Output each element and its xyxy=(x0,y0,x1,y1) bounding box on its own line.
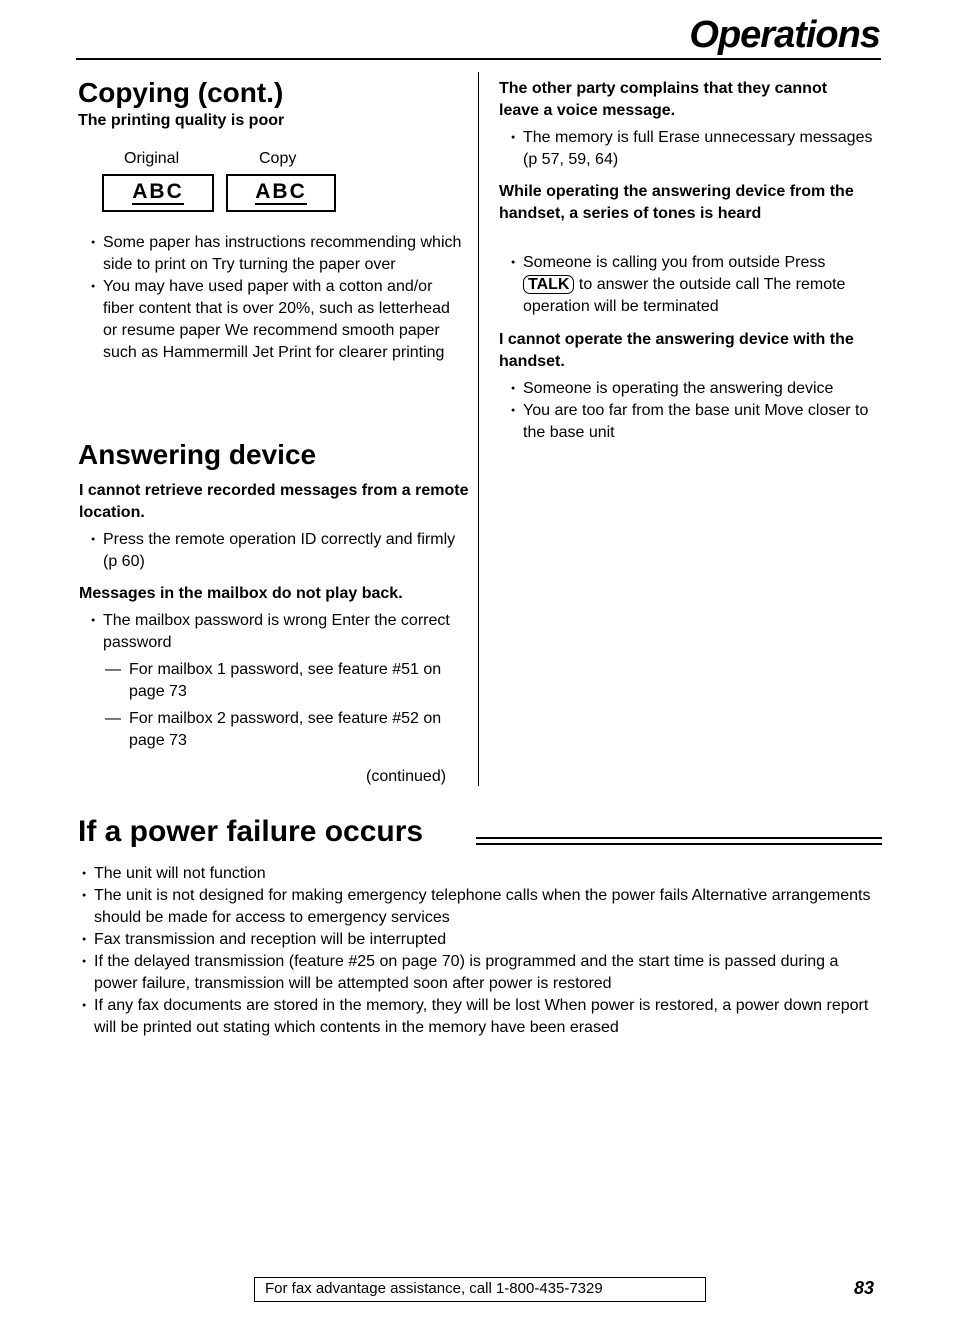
right-q2-bullets xyxy=(499,252,879,318)
list-item: ● You may have used paper with a cotton and/or fiber content that is over 20%, such as letterhead or resume paper We recommend smooth paper such as Hammermill Jet Print for clearer printing xyxy=(79,276,464,364)
talk-key-icon: TALK xyxy=(523,275,574,294)
sample-original-text: ABC xyxy=(132,180,184,203)
answering-q2-subitems xyxy=(79,659,464,752)
sample-copy-box xyxy=(226,174,336,212)
label-original: Original xyxy=(124,150,180,167)
list-item: ● The unit is not designed for making emergency telephone calls when the power fails Alternative arrangements should be made for access to emergency services xyxy=(79,885,879,929)
right-q1: The other party complains that they cannot leave a voice message. xyxy=(499,80,828,119)
list-item: ● Press the remote operation ID correctly and firmly (p 60) xyxy=(79,529,464,573)
list-item: ● Some paper has instructions recommending which side to print on Try turning the paper over xyxy=(79,232,464,276)
header-rule xyxy=(76,58,881,60)
answering-title: Answering device xyxy=(78,439,317,470)
answering-q2: Messages in the mailbox do not play back. xyxy=(79,585,403,602)
copying-bullets xyxy=(79,232,464,364)
answering-q2-bullets xyxy=(79,610,464,654)
sub-item: — For mailbox 1 password, see feature #51 on page 73 xyxy=(79,659,464,703)
sample-original-box xyxy=(102,174,214,212)
label-copy: Copy xyxy=(259,150,297,167)
assistance-footer: For fax advantage assistance, call 1-800-435-7329 xyxy=(254,1277,706,1302)
list-item: ● The mailbox password is wrong Enter the correct password xyxy=(79,610,464,654)
sample-copy-text: ABC xyxy=(255,180,307,203)
title-rule xyxy=(476,843,882,845)
copying-title: Copying (cont.) xyxy=(78,77,284,108)
page-number: 83 xyxy=(854,1278,875,1298)
list-item xyxy=(499,252,879,318)
list-item: ● You are too far from the base unit Move closer to the base unit xyxy=(499,400,879,444)
sub-item: — For mailbox 2 password, see feature #52 on page 73 xyxy=(79,708,464,752)
right-q2: While operating the answering device from the handset, a series of tones is heard xyxy=(499,183,854,222)
power-bullets xyxy=(79,863,879,1039)
answering-q1-bullets xyxy=(79,529,464,573)
section-header: Operations xyxy=(689,14,880,56)
column-divider xyxy=(478,72,479,786)
power-title: If a power failure occurs xyxy=(78,815,424,848)
title-rule xyxy=(476,837,882,839)
copying-problem: The printing quality is poor xyxy=(78,112,285,129)
list-item: ● If any fax documents are stored in the memory, they will be lost When power is restored, a power down report will be printed out stating which contents in the memory have been erased xyxy=(79,995,879,1039)
right-q3-bullets xyxy=(499,378,879,444)
answering-q1: I cannot retrieve recorded messages from a remote location. xyxy=(79,482,469,521)
list-item: ● The memory is full Erase unnecessary messages (p 57, 59, 64) xyxy=(499,127,879,171)
right-q3: I cannot operate the answering device with the handset. xyxy=(499,331,854,370)
list-item: ● Someone is operating the answering device xyxy=(499,378,879,400)
list-item: ● Fax transmission and reception will be interrupted xyxy=(79,929,879,951)
right-q1-bullets xyxy=(499,127,879,171)
talk-pre-text: Someone is calling you from outside Press xyxy=(523,254,826,271)
list-item: ● If the delayed transmission (feature #25 on page 70) is programmed and the start time is passed during a power failure, transmission will be attempted soon after power is restored xyxy=(79,951,879,995)
talk-post-text: to answer the outside call The remote operation will be terminated xyxy=(523,276,846,315)
list-item: ● The unit will not function xyxy=(79,863,879,885)
continued-note: (continued) xyxy=(366,768,447,785)
